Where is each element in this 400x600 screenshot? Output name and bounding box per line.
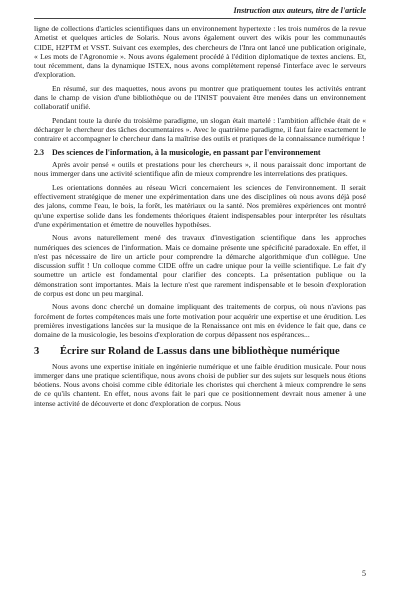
section-heading-3: [34, 346, 366, 358]
paragraph: Pendant toute la durée du troisième paradigme, un slogan était martelé : l'ambition affichée était de « décharger le chercheur des tâches documentaires ». Avec le quatrième paradigme, il faut faire exactement le contraire et accompagner le chercheur dans la maîtrise des outils et pratiques de la connaissance numérique !: [34, 115, 366, 144]
page-number: 5: [362, 569, 366, 578]
paragraph: Nous avons une expertise initiale en ingénierie numérique et une faible érudition musicale. Pour nous immerger dans une pratique scientifique, nous avons choisi de publier sur des sujets sur lesquels nous étions béotiens. Nous avons choisi comme cible éditoriale les choristes qui cherchent à mieux comprendre le sens de ce qu'ils chantent. En effet, nous avons fait le pari que ce positionnement devrait nous amener à une intense activité de découverte et donc d'exploration de corpus. Nous: [34, 361, 366, 408]
section-title: Des sciences de l'information, à la musicologie, en passant par l'environnement: [52, 147, 321, 157]
paragraph: ligne de collections d'articles scientifiques dans un environnement hypertexte : les trois numéros de la revue Ametist et quelques articles de Solaris. Nous avons également ouvert des wikis pour les communautés CIDE, H2PTM et VSST. Suivant ces exemples, des chercheurs de l'Inra ont lancé une publication originale, « Les mots de l'Agronomie ». Nous avons également procédé à l'édition diplomatique de textes anciens. Et, tout récemment, dans la dynamique ISTEX, nous avons complètement repensé l'interface avec le serveurs d'exploration.: [34, 24, 366, 80]
section-number: 2.3: [34, 147, 44, 157]
running-header: Instruction aux auteurs, titre de l'article: [233, 6, 366, 15]
header-rule: [34, 18, 366, 19]
body-text: [34, 24, 366, 412]
paragraph: Les orientations données au réseau Wicri concernaient les sciences de l'environnement. Il serait effectivement stratégique de mener une expérimentation dans une des disciplines où nous avons déjà posé des jalons, comme l'eau, le bois, la forêt, les matériaux ou la santé. Nos premières expériences ont montré qu'une expertise solide dans les fondements théoriques étaient indispensables pour interpréter les résultats d'une expérimentation et émettre de nouvelles hypothèses.: [34, 182, 366, 229]
section-title: Écrire sur Roland de Lassus dans une bibliothèque numérique: [60, 345, 340, 357]
section-heading-2-3: [34, 148, 366, 158]
paragraph: Après avoir pensé « outils et prestations pour les chercheurs », il nous paraissait donc important de nous immerger dans une activité scientifique afin de mieux comprendre les interrelations des pratiques.: [34, 160, 366, 179]
section-number: 3: [34, 345, 40, 357]
paragraph: Nous avons donc cherché un domaine impliquant des traitements de corpus, où nous n'avions pas forcément de fortes compétences mais une forte motivation pour acquérir une expertise et une érudition. Les premières investigations lancées sur la musique de la Renaissance ont mis en évidence le fait que, dans ce domaine de la musicologie, les besoins d'exploration de corpus dépassent nos espérances...: [34, 302, 366, 340]
paragraph: Nous avons naturellement mené des travaux d'investigation scientifique dans les approches numériques des sciences de l'information. Mais ce domaine présente une spécificité paradoxale. En effet, il n'est pas nécessaire de lire un article pour comprendre la démarche algorithmique d'un collègue. Une discussion suffit ! Un colloque comme CIDE offre un cadre unique pour la veille scientifique. Le fait d'y soumettre un article est fondamental pour clarifier des concepts. La présentation publique ou la démonstration sont importantes. Mais la lecture n'est que rarement indispensable et le besoin d'exploration de corpus est donc un peu marginal.: [34, 233, 366, 299]
paragraph: En résumé, sur des maquettes, nous avons pu montrer que pratiquement toutes les activités entrant dans le champ de vision d'une bibliothèque ou de l'INIST pouvaient être menées dans un environnement collaboratif unifié.: [34, 83, 366, 112]
